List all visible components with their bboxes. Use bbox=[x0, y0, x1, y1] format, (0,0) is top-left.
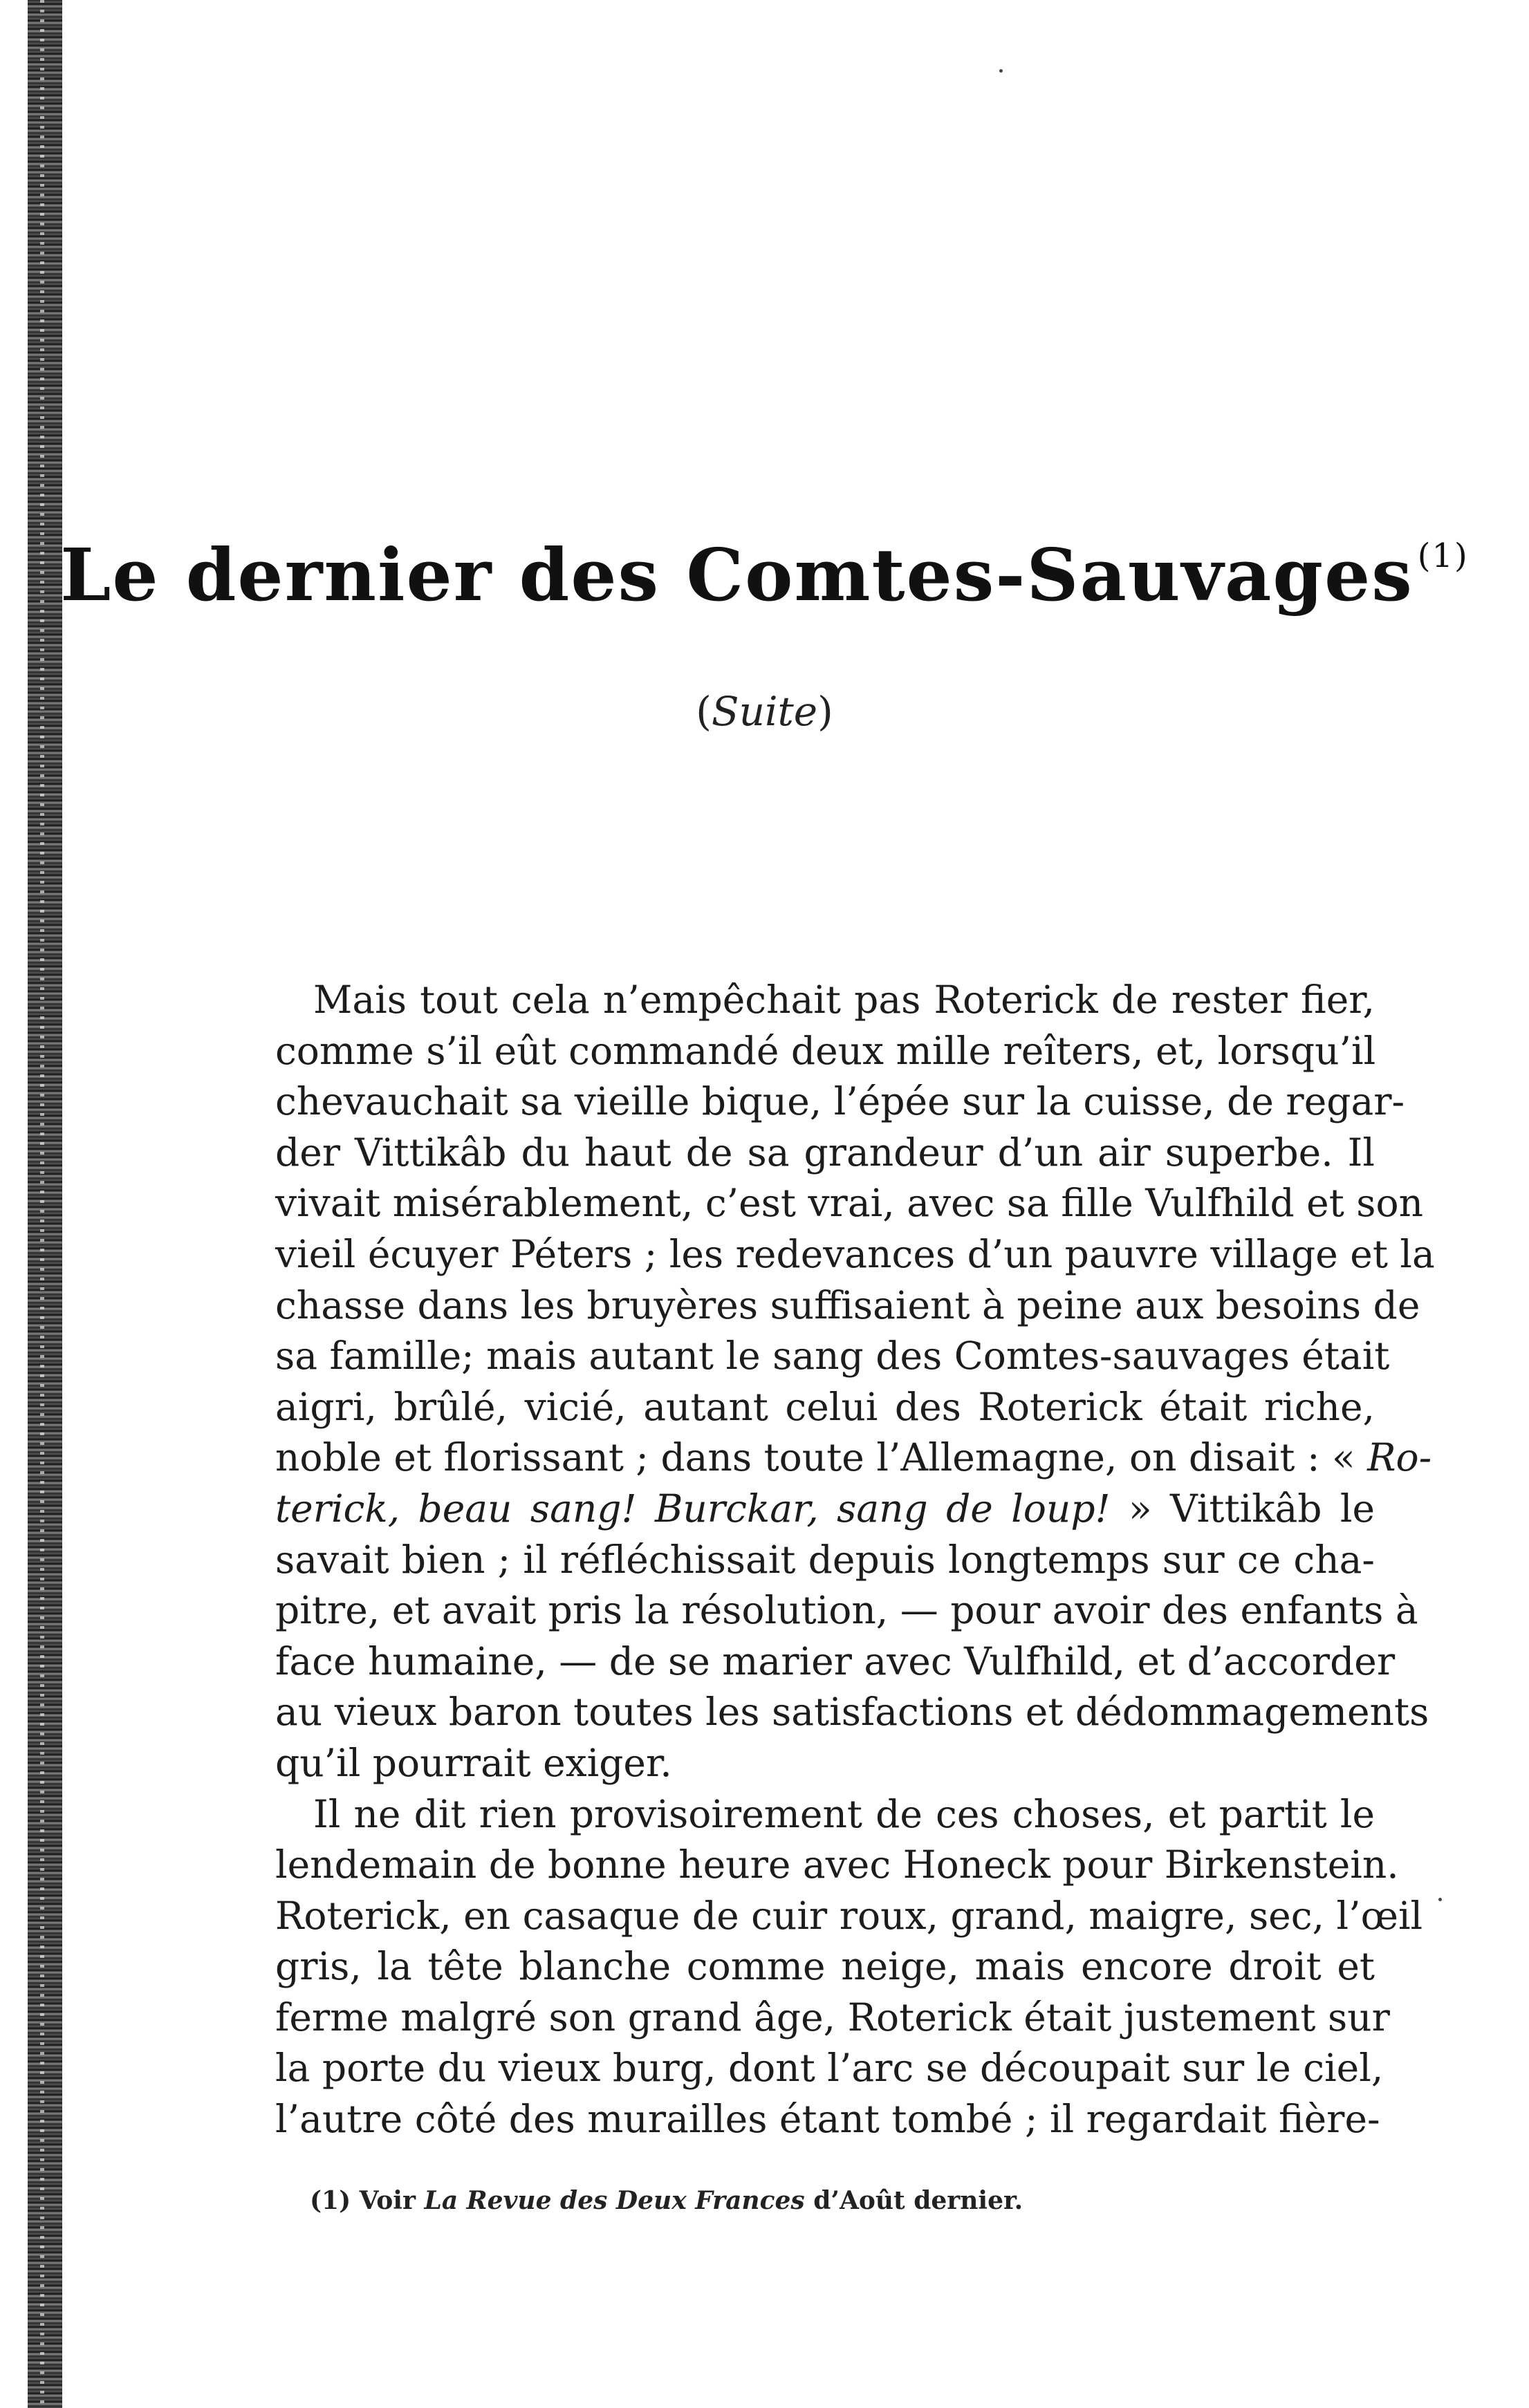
subtitle-close-paren: ) bbox=[817, 688, 833, 735]
title-footnote-mark: (1) bbox=[1417, 536, 1469, 575]
text-line bbox=[275, 1484, 1375, 1535]
subtitle-open-paren: ( bbox=[696, 688, 712, 735]
text-line: face humaine, — de se marier avec Vulfhild, et d’accorder bbox=[275, 1639, 1396, 1683]
title-text: Le dernier des Comtes-Sauvages bbox=[60, 532, 1414, 617]
footnote-journal: La Revue des Deux Frances bbox=[424, 2186, 805, 2215]
text-line: sa famille; mais autant le sang des Comtes-sauvages était bbox=[275, 1334, 1390, 1379]
text-line: savait bien ; il réfléchissait depuis longtemps sur ce cha- bbox=[275, 1537, 1375, 1582]
text-fragment-italic: Ro- bbox=[1367, 1435, 1432, 1480]
body-text bbox=[275, 975, 1435, 2145]
text-fragment: noble et florissant ; dans toute l’Allemagne, on disait : « bbox=[275, 1435, 1355, 1480]
text-line: gris, la tête blanche comme neige, mais encore droit et bbox=[275, 1944, 1375, 1989]
text-line: vieil écuyer Péters ; les redevances d’un pauvre village et la bbox=[275, 1231, 1435, 1276]
text-line: vivait misérablement, c’est vrai, avec sa fille Vulfhild et son bbox=[275, 1181, 1424, 1226]
scan-speck bbox=[1438, 1898, 1442, 1901]
text-line: Il ne dit rien provisoirement de ces choses, et partit le bbox=[313, 1791, 1375, 1836]
text-line: ferme malgré son grand âge, Roterick était justement sur bbox=[275, 1995, 1390, 2040]
footnote-mark: (1) bbox=[310, 2186, 351, 2215]
text-line bbox=[275, 1432, 1432, 1484]
text-line: Mais tout cela n’empêchait pas Roterick de rester fier, bbox=[313, 978, 1375, 1022]
subtitle bbox=[0, 688, 1529, 735]
text-line: der Vittikâb du haut de sa grandeur d’un air superbe. Il bbox=[275, 1130, 1375, 1175]
text-line: chevauchait sa vieille bique, l’épée sur la cuisse, de regar- bbox=[275, 1079, 1405, 1124]
page-title bbox=[0, 532, 1529, 617]
text-line: lendemain de bonne heure avec Honeck pour Birkenstein. bbox=[275, 1842, 1399, 1887]
footnote-pre: Voir bbox=[359, 2186, 416, 2215]
footnote-post: d’Août dernier. bbox=[813, 2186, 1023, 2215]
text-line: chasse dans les bruyères suffisaient à peine aux besoins de bbox=[275, 1282, 1420, 1327]
text-line: qu’il pourrait exiger. bbox=[275, 1740, 672, 1785]
text-line: la porte du vieux burg, dont l’arc se découpait sur le ciel, bbox=[275, 2046, 1384, 2091]
text-line: aigri, brûlé, vicié, autant celui des Roterick était riche, bbox=[275, 1384, 1375, 1429]
text-line: Roterick, en casaque de cuir roux, grand, maigre, sec, l’œil bbox=[275, 1893, 1423, 1938]
text-fragment: » Vittikâb le bbox=[1129, 1486, 1375, 1531]
text-fragment-italic: terick, beau sang! Burckar, sang de loup! bbox=[275, 1486, 1111, 1531]
subtitle-text: Suite bbox=[711, 688, 818, 735]
text-line: l’autre côté des murailles étant tombé ; il regardait fière- bbox=[275, 2097, 1380, 2142]
scan-speck bbox=[999, 69, 1003, 73]
text-line: comme s’il eût commandé deux mille reîters, et, lorsqu’il bbox=[275, 1028, 1376, 1073]
text-line: au vieux baron toutes les satisfactions et dédommagements bbox=[275, 1690, 1429, 1735]
scanned-binding-edge bbox=[28, 0, 62, 2408]
footnote bbox=[310, 2186, 1023, 2215]
text-line: pitre, et avait pris la résolution, — pour avoir des enfants à bbox=[275, 1588, 1418, 1633]
